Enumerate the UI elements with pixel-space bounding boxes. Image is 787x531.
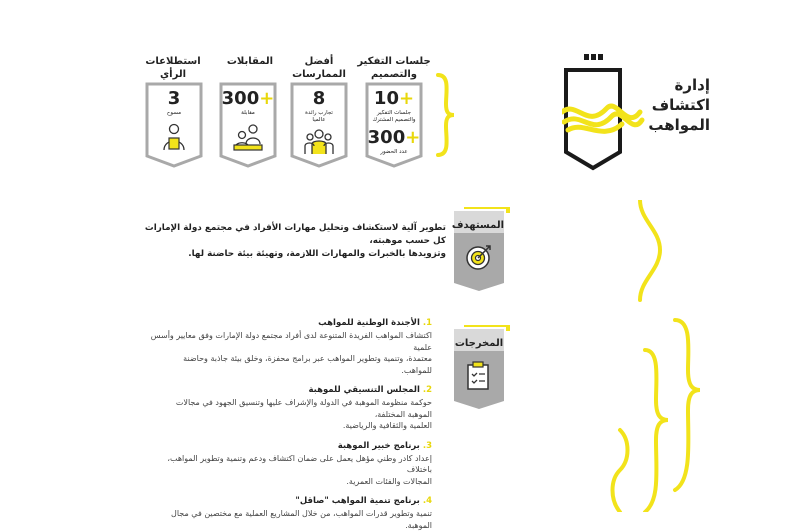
stat-value-surveys: 3 <box>167 88 181 109</box>
output-item: 1. الأجندة الوطنية للمواهب اكتشاف المواهب الفريدة المتنوعة لدى أفراد مجتمع دولة الإمارات وفق معايير وأسس علمية معتمدة، وتنمية وتطوير المواهب عبر برامج محفزة، وخلق بيئة جاذبة وحاضنة للمواهب. <box>150 318 432 375</box>
stat-value-attendees: 300 <box>367 127 406 148</box>
stat-card-sessions: +10 جلسات التفكير والتصميم المشترك +300 عدد الحضور <box>365 82 423 168</box>
stat-card-surveys <box>145 82 203 168</box>
output-item: 4. برنامج تنمية المواهب "صاقل" تنمية وتطوير قدرات المواهب، من خلال المشاريع العملية مع مختصين في مجال الموهبة. <box>171 496 432 530</box>
stat-head-practices: أفضل الممارسات <box>292 56 346 80</box>
target-icon <box>465 243 493 271</box>
stat-caption-interviews: مقابلة <box>241 110 255 116</box>
logo-title-line3: المواهب <box>648 116 710 134</box>
outputs-tag <box>454 325 504 409</box>
output-item: 2. المجلس التنسيقي للموهبة حوكمة منظومة الموهبة في الدولة والإشراف عليها وتنسيق الجهود في مجالات الموهبة المختلفة، العلمية والثقافية والرياضية. <box>175 385 432 430</box>
target-label: المستهدف <box>451 220 504 231</box>
output-item: 3. برنامج خبير الموهبة إعداد كادر وطني مؤهل يعمل على ضمان اكتشاف ودعم وتنمية وتطوير المواهب، باختلاف المجالات والفئات العمرية. <box>167 440 432 486</box>
brace-icon <box>434 72 458 158</box>
stat-caption-practices: تجارب رائدة عالميا <box>305 110 333 123</box>
stat-card-interviews: +300 مقابلة <box>219 82 277 168</box>
group-icon <box>304 126 334 156</box>
logo-title-line2: اكتشاف <box>651 96 710 114</box>
stat-value-practices: 8 <box>312 88 326 109</box>
interview-icon <box>233 122 263 152</box>
stat-value-interviews: 300 <box>221 88 260 109</box>
logo-title-line1: إدارة <box>674 76 710 94</box>
decorative-wave-icon <box>600 200 710 512</box>
department-logo <box>562 50 712 175</box>
checklist-icon <box>466 361 492 391</box>
stat-caption-surveys: مسوح <box>166 110 182 116</box>
target-description: تطوير آلية لاستكشاف وتحليل مهارات الأفراد في مجتمع دولة الإمارات كل حسب موهبته، وتزويدها بالخبرات والمهارات اللازمة، وتهيئة بيئة حاضنة لها. <box>144 223 446 259</box>
surveyor-icon <box>159 122 189 152</box>
stat-head-interviews: المقابلات <box>226 56 274 67</box>
stat-caption-sessions: جلسات التفكير والتصميم المشترك <box>372 110 416 123</box>
target-tag <box>451 207 504 291</box>
stat-caption-attendees: عدد الحضور <box>380 149 408 155</box>
stat-value-sessions: 10 <box>373 88 399 109</box>
outputs-label: المخرجات <box>454 338 504 349</box>
stat-card-practices <box>290 82 348 168</box>
outputs-list <box>150 317 432 531</box>
stat-head-sessions: جلسات التفكير والتصميم <box>357 56 431 80</box>
stat-head-surveys: استطلاعات الرأي <box>145 56 201 80</box>
